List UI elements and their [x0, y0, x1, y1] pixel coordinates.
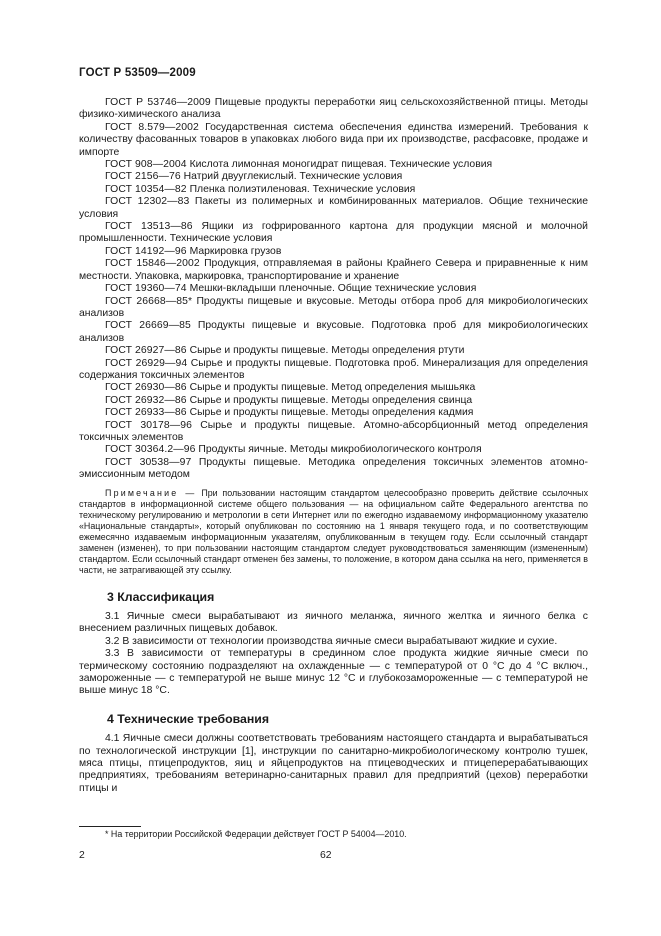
reference-code: ГОСТ 10354—82 — [105, 183, 187, 195]
reference-code: ГОСТ 30178—96 — [105, 419, 193, 431]
reference-code: ГОСТ 13513—86 — [105, 221, 193, 233]
reference-item — [79, 184, 588, 196]
reference-item — [79, 407, 588, 419]
reference-code: ГОСТ 26933—86 — [105, 407, 187, 419]
reference-title: Пленка полиэтиленовая. Технические условия — [189, 183, 416, 195]
note-text: При пользовании настоящим стандартом целесообразно проверить действие ссылочных стандартов в информационной системе общего пользования — на официальном сайте Федерального агентства по техническому регулированию и метрологии в сети Интернет или по ежегодно издаваемому информационному указателю «Национальные стандарты», который опубликован по состоянию на 1 января текущего года, и по соответствующим ежемесячно издаваемым информационным указателям, опубликованным в текущем году. Если ссылочный стандарт заменен (изменен), то при пользовании настоящим стандартом следует руководствоваться заменяющим (измененным) стандартом. Если ссылочный стандарт отменен без замены, то положение, в котором дана ссылка на него, применяется в части, не затрагивающей эту ссылку. — [79, 487, 589, 575]
reference-code: ГОСТ 26669—85 — [105, 320, 191, 332]
reference-item — [79, 457, 588, 482]
reference-title: Сырье и продукты пищевые. Методы определения свинца — [189, 394, 473, 406]
reference-title: Продукты пищевые и вкусовые. Подготовка проб для микробиологических анализов — [79, 320, 588, 344]
reference-item — [79, 358, 588, 383]
reference-item — [79, 171, 588, 183]
document-header: ГОСТ Р 53509—2009 — [79, 67, 196, 79]
reference-item — [79, 283, 588, 295]
reference-title: Продукты пищевые и вкусовые. Методы отбора проб для микробиологических анализов — [79, 295, 588, 319]
reference-title: Сырье и продукты пищевые. Методы определения кадмия — [189, 407, 474, 419]
reference-title: Натрий двууглекислый. Технические условия — [183, 171, 403, 183]
reference-item — [79, 196, 588, 221]
reference-item — [79, 345, 588, 357]
document-body — [79, 97, 588, 795]
reference-title: Мешки-вкладыши пленочные. Общие технические условия — [189, 283, 477, 295]
reference-title: Сырье и продукты пищевые. Метод определения мышьяка — [189, 382, 476, 394]
paragraph-3-2: 3.2 В зависимости от технологии производства яичные смеси вырабатывают жидкие и сухие. — [105, 635, 558, 647]
section-4-heading: 4 Технические требования — [107, 711, 269, 726]
page-number-center: 62 — [320, 850, 332, 861]
reference-code: ГОСТ 15846—2002 — [105, 258, 200, 270]
reference-code: ГОСТ 26929—94 — [105, 357, 188, 369]
footnote-rule — [79, 826, 141, 827]
reference-title: Государственная система обеспечения единства измерений. Требования к количеству фасованных товаров в упаковках любого вида при их производстве, расфасовке, продаже и импорте — [79, 121, 589, 158]
reference-item — [79, 320, 588, 345]
reference-item — [79, 296, 588, 321]
note-label: Примечание — — [105, 487, 197, 498]
reference-code: ГОСТ Р 53746—2009 — [105, 97, 211, 108]
paragraph-4-1: 4.1 Яичные смеси должны соответствовать требованиям настоящего стандарта и вырабатываться по технологической инструкции [1], инструкции по санитарно-микробиологическому контролю тушек, мяса птицы, птицепродуктов, яиц и яйцепродуктов на птицеводческих и птицеперерабатывающих предприятиях, требованиям ветеринарно-санитарных правил для предприятий (цехов) переработки птицы и — [79, 733, 588, 794]
reference-title: Продукты пищевые. Методика определения токсичных элементов атомно-эмиссионным методом — [79, 456, 588, 481]
reference-code: ГОСТ 12302—83 — [105, 196, 190, 208]
reference-code: ГОСТ 2156—76 — [105, 171, 181, 183]
reference-code: ГОСТ 26668—85* — [105, 295, 193, 307]
reference-code: ГОСТ 26930—86 — [105, 382, 187, 394]
reference-item — [79, 444, 588, 456]
reference-code: ГОСТ 8.579—2002 — [105, 121, 199, 133]
reference-code: ГОСТ 14192—96 — [105, 245, 187, 257]
reference-code: ГОСТ 26927—86 — [105, 345, 187, 357]
reference-code: ГОСТ 30538—97 — [105, 456, 192, 468]
reference-item — [79, 395, 588, 407]
reference-item — [79, 258, 588, 283]
reference-title: Продукты яичные. Методы микробиологического контроля — [198, 444, 482, 456]
reference-title: Пакеты из полимерных и комбинированных материалов. Общие технические условия — [79, 196, 588, 220]
reference-title: Кислота лимонная моногидрат пищевая. Технические условия — [189, 159, 493, 171]
reference-item — [79, 420, 588, 445]
footnote: * На территории Российской Федерации действует ГОСТ Р 54004—2010. — [105, 829, 407, 839]
reference-title: Сырье и продукты пищевые. Атомно-абсорбционный метод определения токсичных элементов — [79, 419, 588, 443]
reference-code: ГОСТ 30364.2—96 — [105, 444, 196, 456]
reference-title: Продукция, отправляемая в районы Крайнего Севера и приравненные к ним местности. Упаковка, маркировка, транспортирование и хранение — [79, 258, 588, 282]
reference-title: Сырье и продукты пищевые. Методы определения ртути — [189, 345, 465, 357]
reference-item — [79, 159, 588, 171]
reference-code: ГОСТ 26932—86 — [105, 394, 187, 406]
reference-item — [79, 97, 588, 122]
reference-title: Ящики из гофрированного картона для продукции мясной и молочной промышленности. Технические условия — [79, 221, 588, 245]
reference-item — [79, 221, 588, 246]
reference-item — [79, 382, 588, 394]
paragraph-3-1: 3.1 Яичные смеси вырабатывают из яичного меланжа, яичного желтка и яичного белка с внесением различных пищевых добавок. — [79, 611, 588, 635]
reference-item — [79, 246, 588, 258]
reference-code: ГОСТ 19360—74 — [105, 283, 187, 295]
references-list — [79, 97, 588, 482]
section-3-heading: 3 Классификация — [107, 589, 215, 604]
reference-code: ГОСТ 908—2004 — [105, 159, 187, 171]
reference-title: Пищевые продукты переработки яиц сельскохозяйственной птицы. Методы физико-химического анализа — [79, 97, 588, 121]
reference-title: Маркировка грузов — [189, 245, 282, 257]
reference-title: Сырье и продукты пищевые. Подготовка проб. Минерализация для определения содержания токсичных элементов — [79, 357, 588, 381]
page-number-left: 2 — [79, 850, 85, 861]
paragraph-3-3: 3.3 В зависимости от температуры в срединном слое продукта жидкие яичные смеси по термическому состоянию подразделяют на охлажденные — с температурой от 0 °С до 4 °С включ., замороженные — с температурой не выше минус 12 °С и глубокозамороженные — с температурой не выше минус 18 °С. — [79, 648, 588, 697]
note-paragraph — [79, 488, 588, 576]
reference-item — [79, 122, 588, 159]
